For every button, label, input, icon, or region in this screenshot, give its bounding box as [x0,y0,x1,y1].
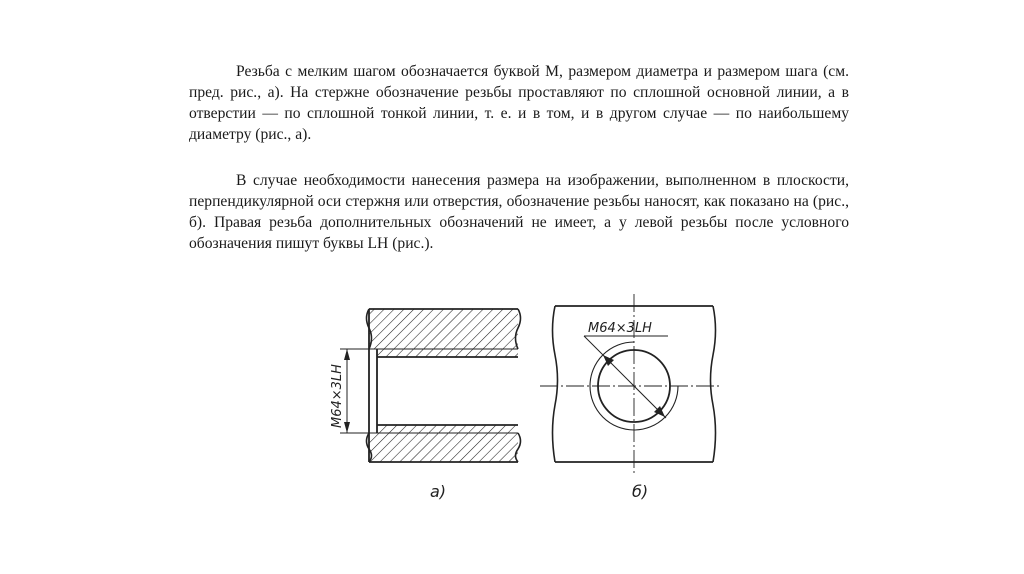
break-line-right [711,306,716,462]
top-wall-hatching [369,309,518,349]
caption-b: б) [632,482,649,501]
thread-label-a: M64×3LH [330,364,345,428]
caption-a: а) [430,482,447,501]
break-line-left [553,306,558,462]
paragraph-fine-thread: Резьба с мелким шагом обозначается буквой М, размером диаметра и размером шага (см. пред. рис., а). На стержне обозначение резьбы проставляют по сплошной основной линии, а в отверстии — по сплошной тонкой линии, т. е. и в том, и в другом случае — по наибольшему диаметру (рис., а). [189,63,849,143]
drawing-a-hole-section [340,309,521,462]
bottom-wall-hatching [369,433,518,462]
paragraph-perpendicular-plane: В случае необходимости нанесения размера на изображении, выполненном в плоскости, перпендикулярной оси стержня или отверстия, обозначение резьбы наносят, как показано на (рис., б). Правая резьба дополнительных обозначений не имеет, а у левой резьбы после условного обозначения пишут буквы LH (рис.). [189,172,849,252]
dimension-line-b [584,336,666,418]
thread-label-b: M64×3LH [588,321,652,336]
